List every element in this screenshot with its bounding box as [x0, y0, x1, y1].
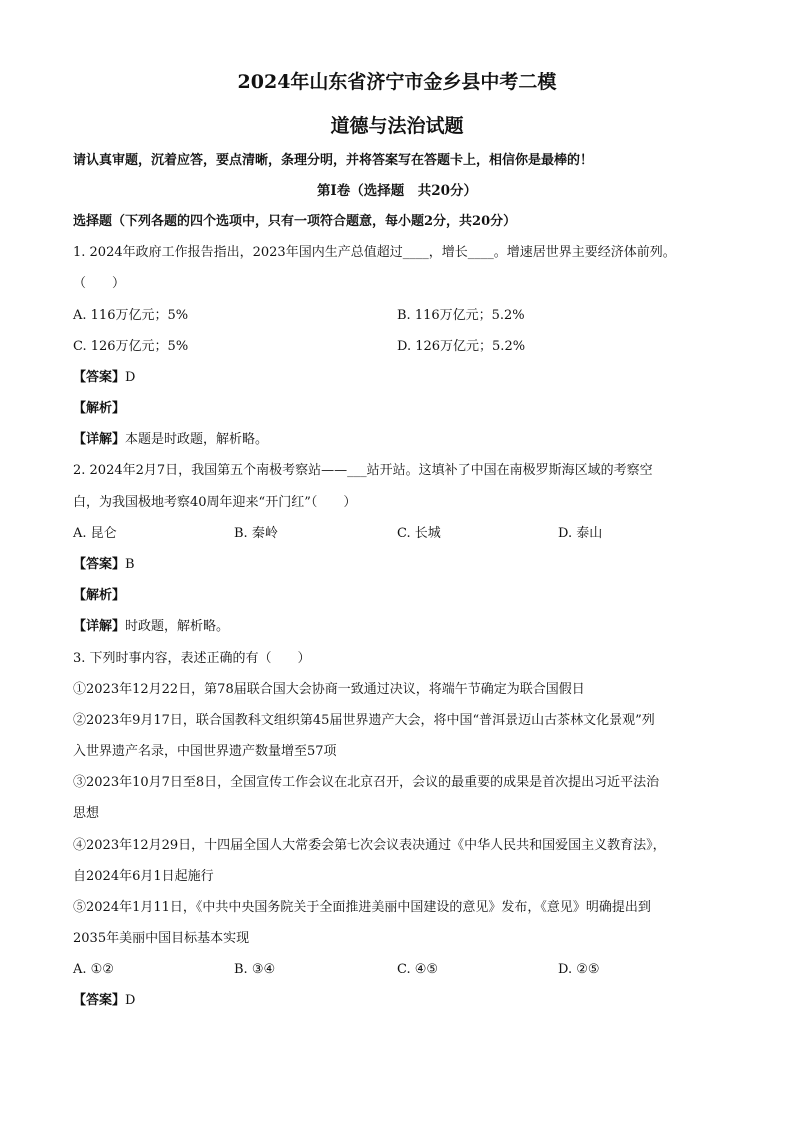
q2-answer-value: B — [125, 557, 135, 572]
q1-option-d: D. 126万亿元；5.2% — [397, 339, 526, 354]
q3-option-c: C. ④⑤ — [397, 962, 439, 977]
q3-option-d: D. ②⑤ — [558, 962, 600, 977]
q1-stem-line-1: 1. 2024年政府工作报告指出，2023年国内生产总值超过____，增长____。增速居世界主要经济体前列。 — [73, 245, 676, 260]
q1-option-c: C. 126万亿元；5% — [73, 339, 189, 354]
q2-analysis — [73, 587, 723, 605]
q1-detail — [73, 431, 723, 449]
q2-detail-text: 时政题，解析略。 — [125, 619, 230, 634]
section-description: 选择题（下列各题的四个选项中，只有一项符合题意，每小题2分，共20分） — [73, 214, 517, 229]
q3-item-2-line-2: 入世界遗产名录，中国世界遗产数量增至57项 — [73, 744, 337, 759]
q1-option-b: B. 116万亿元；5.2% — [397, 308, 525, 323]
q3-stem: 3. 下列时事内容，表述正确的有（ ） — [73, 651, 311, 666]
q3-item-3-line-1: ③2023年10月7日至8日，全国宣传工作会议在北京召开，会议的最重要的成果是首次提出习近平法治 — [73, 775, 660, 790]
q3-item-1: ①2023年12月22日，第78届联合国大会协商一致通过决议，将端午节确定为联合国假日 — [73, 682, 585, 697]
q1-answer-label: 【答案】 — [73, 370, 126, 385]
q2-option-a: A. 昆仑 — [73, 526, 117, 541]
q1-analysis — [73, 400, 723, 418]
q2-answer-label: 【答案】 — [73, 557, 126, 572]
q2-analysis-label: 【解析】 — [73, 588, 126, 603]
q2-answer — [73, 556, 723, 574]
q3-option-a: A. ①② — [73, 962, 114, 977]
q1-answer-value: D — [125, 370, 136, 385]
q3-item-3-line-2: 思想 — [73, 806, 100, 821]
q3-item-5-line-2: 2035年美丽中国目标基本实现 — [73, 931, 250, 946]
q1-detail-label: 【详解】 — [73, 432, 126, 447]
q2-detail-label: 【详解】 — [73, 619, 126, 634]
q3-item-4-line-2: 自2024年6月1日起施行 — [73, 869, 214, 884]
q1-detail-text: 本题是时政题，解析略。 — [125, 432, 269, 447]
q2-option-b: B. 秦岭 — [234, 526, 278, 541]
q2-option-d: D. 泰山 — [558, 526, 603, 541]
q1-option-a: A. 116万亿元；5% — [73, 308, 189, 323]
q2-detail — [73, 618, 723, 636]
exam-instruction: 请认真审题，沉着应答，要点清晰，条理分明，并将答案写在答题卡上，相信你是最棒的！ — [73, 153, 594, 168]
exam-subtitle: 道德与法治试题 — [330, 115, 464, 137]
section-title: 第Ⅰ卷（选择题 共20分） — [316, 183, 478, 199]
q3-answer — [73, 992, 723, 1010]
q3-answer-value: D — [125, 993, 136, 1008]
exam-title: 2024年山东省济宁市金乡县中考二模 — [237, 71, 557, 93]
q2-stem-line-2: 白，为我国极地考察40周年迎来“开门红”（ ） — [73, 495, 357, 510]
q3-item-2-line-1: ②2023年9月17日，联合国教科文组织第45届世界遗产大会，将中国“普洱景迈山古茶林文化景观”列 — [73, 713, 655, 728]
q2-option-c: C. 长城 — [397, 526, 441, 541]
q3-item-4-line-1: ④2023年12月29日，十四届全国人大常委会第七次会议表决通过《中华人民共和国爱国主义教育法》， — [73, 838, 666, 853]
q3-answer-label: 【答案】 — [73, 993, 126, 1008]
q3-option-b: B. ③④ — [234, 962, 276, 977]
q1-analysis-label: 【解析】 — [73, 401, 126, 416]
q1-answer — [73, 369, 723, 387]
q3-item-5-line-1: ⑤2024年1月11日，《中共中央国务院关于全面推进美丽中国建设的意见》发布，《意见》明确提出到 — [73, 900, 651, 915]
q1-stem-line-2: （ ） — [73, 276, 126, 291]
q2-stem-line-1: 2. 2024年2月7日，我国第五个南极考察站——___站开站。这填补了中国在南极罗斯海区域的考察空 — [73, 463, 653, 478]
